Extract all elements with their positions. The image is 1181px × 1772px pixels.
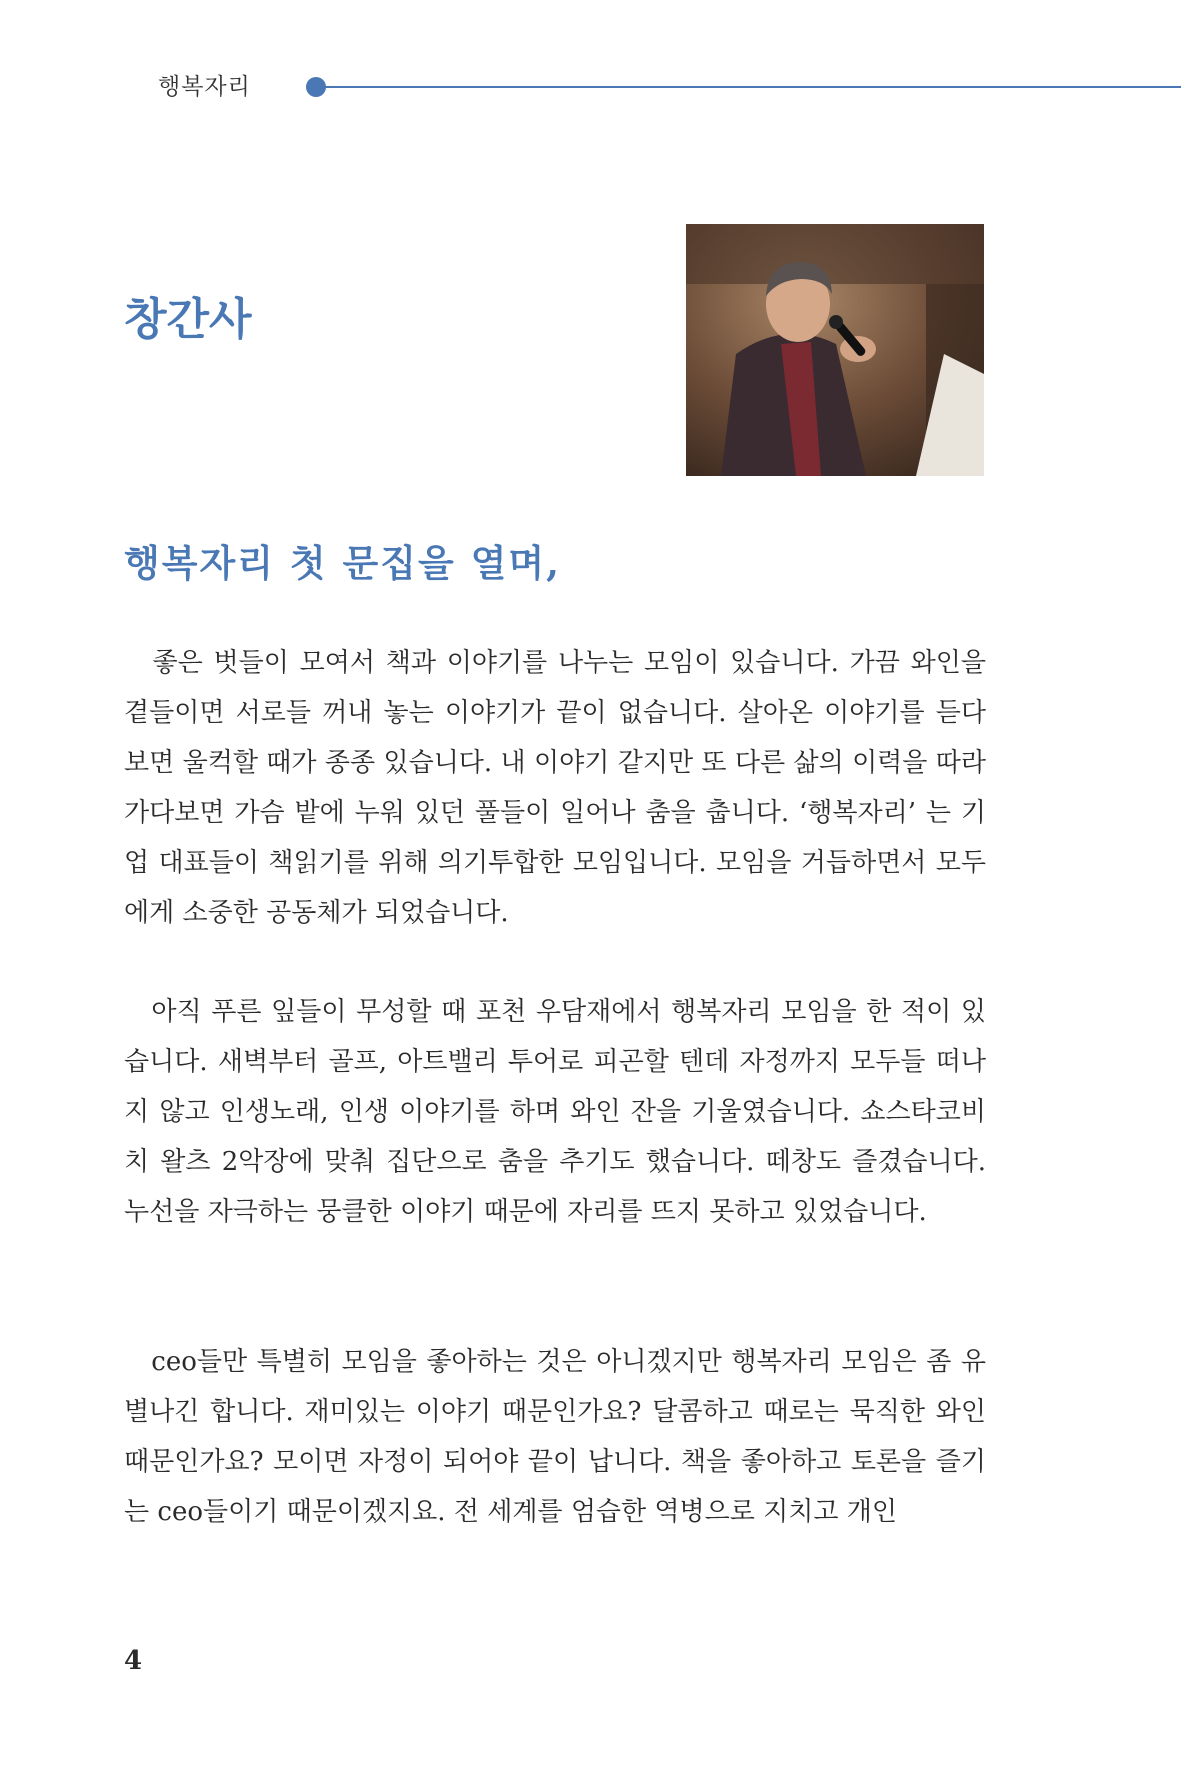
page-number: 4 [124,1646,143,1676]
section-subtitle: 행복자리 첫 문집을 열며, [124,541,561,585]
speaker-photo [686,224,984,476]
speaker-photo-illustration [686,224,984,476]
running-header: 행복자리 [158,74,251,100]
paragraph: 아직 푸른 잎들이 무성할 때 포천 우담재에서 행복자리 모임을 한 적이 있습니다. 새벽부터 골프, 아트밸리 투어로 피곤할 텐데 자정까지 모두들 떠나지 않고 인생노래, 인생 이야기를 하며 와인 잔을 기울였습니다. 쇼스타코비치 왈츠 2악장에 맞춰 집단으로 춤을 추기도 했습니다. 떼창도 즐겼습니다. 누선을 자극하는 뭉클한 이야기 때문에 자리를 뜨지 못하고 있었습니다. [124,997,986,1227]
paragraph: ceo들만 특별히 모임을 좋아하는 것은 아니겠지만 행복자리 모임은 좀 유별나긴 합니다. 재미있는 이야기 때문인가요? 달콤하고 때로는 묵직한 와인 때문인가요? 모이면 자정이 되어야 끝이 납니다. 책을 좋아하고 토론을 즐기는 ceo들이기 때문이겠지요. 전 세계를 엄습한 역병으로 지치고 개인 [124,1347,986,1527]
header-rule [316,86,1181,88]
page-title: 창간사 [124,294,252,345]
paragraph: 좋은 벗들이 모여서 책과 이야기를 나누는 모임이 있습니다. 가끔 와인을 곁들이면 서로들 꺼내 놓는 이야기가 끝이 없습니다. 살아온 이야기를 듣다 보면 울컥할 때가 종종 있습니다. 내 이야기 같지만 또 다른 삶의 이력을 따라가다보면 가슴 밭에 누워 있던 풀들이 일어나 춤을 춥니다. ‘행복자리’ 는 기업 대표들이 책읽기를 위해 의기투합한 모임입니다. 모임을 거듭하면서 모두에게 소중한 공동체가 되었습니다. [124,648,986,928]
